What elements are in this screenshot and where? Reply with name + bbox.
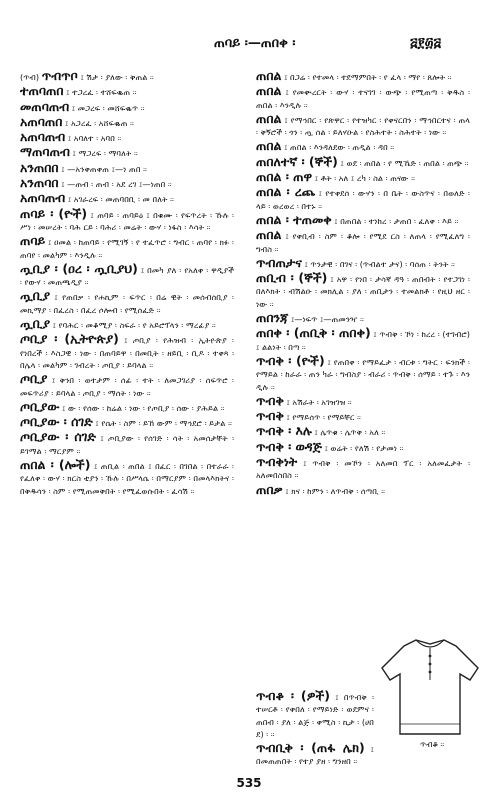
entry-definition: ፤ አሽራት ፡ አገዝገዝ ። xyxy=(286,396,352,407)
entry-headword: ጠበቀ ፡ (ጠቢቅ ፡ ጠበቀ) xyxy=(256,325,371,341)
entry-definition: ፤ አጋረፈ ፡ አሸፍቈጠ ። xyxy=(65,117,134,128)
entry-headword: ጠበል ፡ ረጨ xyxy=(256,184,316,200)
entry-headword: አንጠበበ xyxy=(20,159,59,175)
entry-headword: ጥብቅ ፡ ወዳጅ xyxy=(256,438,322,454)
entry-definition: ፤ የተቀደሰ ፡ ውሃን ፡ በ ቤት ፡ ውስጥና ፡ በወለድ ፡ ላይ ፡ ወረወረ ፡ በተኑ ። xyxy=(256,188,470,211)
entry-definition: ፤ —ጠብ ፡ ጠብ ፡ አደ ረገ ፤—ነጠበ ። xyxy=(61,179,172,190)
dictionary-entry xyxy=(20,373,234,399)
dictionary-entry xyxy=(256,85,470,111)
entry-headword: ጠበል xyxy=(256,227,282,243)
entry-definition: ፤ ማጋረፍ ፡ ማባለት ። xyxy=(72,148,138,159)
dictionary-entry xyxy=(256,438,470,454)
entry-headword: ጠበል ፡ (ሎች) xyxy=(20,457,91,473)
entry-headword: ጠበል xyxy=(256,138,282,154)
entry-headword: ጥብቅ ፡ እሉ xyxy=(256,423,312,439)
entry-headword: ጧቢያ ፡ (ዐረ ፡ ጧቢያህ) xyxy=(20,260,138,276)
dictionary-entry xyxy=(256,410,470,423)
dictionary-entry xyxy=(256,690,374,740)
entry-definition: ፤ በጋሬ ፡ የተመላ ፡ ተደማምበት ፡ የ ፈላ ፡ ማየ ፡ ጸሎት ። xyxy=(284,72,452,82)
entry-headword: ጥብቆ ፡ (ዎች) xyxy=(256,688,331,703)
dictionary-entry xyxy=(20,398,234,414)
entry-headword: አጠባጠብ xyxy=(20,129,66,145)
entry-headword: ጧቢያ xyxy=(20,316,51,332)
entry-definition: ፤ ሌጥቁ ፡ ሌጥቅ ፡ አለ ። xyxy=(314,427,386,438)
dictionary-entry xyxy=(256,327,470,353)
left-column xyxy=(20,70,234,742)
entry-headword: ጠበንጃ xyxy=(256,310,289,326)
dictionary-entry xyxy=(20,333,234,371)
entry-definition: ፤ መጋረፍ ፡ መሸፍቈጥ ። xyxy=(71,102,145,113)
entry-definition: ፤ ሽታ ፡ ያለው ፡ ቅጠል ። xyxy=(80,72,154,82)
dictionary-entry xyxy=(20,131,234,144)
dictionary-entry xyxy=(20,192,234,205)
entry-headword: አንጠባበ xyxy=(20,175,59,191)
entry-headword: ጠበለተኛ ፡ (ኞች) xyxy=(256,153,338,169)
entry-definition: ፤ የጠበቃ ፡ የሐኪም ፡ ፍጥር ፡ በሬ ዊት ፡ መሰብሰቢያ ፡ መኪማያ ፡ በፈረስ ፡ በፈረ ሶሎብ ፡ የሚሰፈድ ። xyxy=(20,292,234,315)
entry-headword: ጠባይ xyxy=(20,233,46,249)
dictionary-entry xyxy=(256,312,470,325)
dictionary-entry xyxy=(20,113,234,129)
entry-headword: ጠበቃ xyxy=(256,481,283,497)
entry-definition: ፤ ቶት ፡ አለ ፤ ረካ ፡ ስል ፡ ጠናው ። xyxy=(314,173,416,184)
dictionary-entry xyxy=(256,272,470,310)
entry-definition: ፤ በጠበል ፡ ተነከረ ፡ ታጠበ ፡ ፈለቀ ፡ እይ ። xyxy=(334,215,459,226)
entry-definition: ፤ ክና ፡ ከምን ፡ ለጥብቅ ፡ ሰጣቢ ። xyxy=(285,485,386,496)
dictionary-entry xyxy=(20,85,234,98)
dictionary-entry xyxy=(256,153,470,169)
entry-definition: ፤ ተጋረፈ ፡ ተሸፍቈጠ ። xyxy=(66,87,137,98)
entry-headword: ጠባይ ፡ (ዮች) xyxy=(20,205,88,221)
entry-headword: ጥብቅ xyxy=(256,408,284,424)
dictionary-entry xyxy=(20,260,234,289)
entry-headword: አጠባጠበ xyxy=(20,113,63,129)
entry-definition: ፤ ጥብቅ ፡ ኾነ ፡ ከረረ ፡ (ተገብሮ) ፤ ልልነት ፡ በጣ ። xyxy=(256,329,470,352)
entry-definition: ፤ ጠባይ ፡ ጠባይዕ ፤ በቁሙ ፡ የፍጥረት ፡ ኹሉ ፡ ሥነ ፡ መሠረት ፡ ባሕ ርይ ፡ ባሕሪ ፡ መሬት ፡ ውሃ ፡ ነፋስ ፡ እሳት ። xyxy=(20,209,234,232)
dictionary-entry xyxy=(20,290,234,316)
entry-headword: ጥብቢቅ ፡ (ጠፋ ሌክ) xyxy=(256,740,365,756)
right-bottom-entries xyxy=(256,690,374,770)
entry-definition: ፤ ቅንበ ፡ ወተታም ፡ ሰፊ ፡ ተት ፡ ለመጋገሪያ ፡ ሰፍጥሮ ፡ መፍጥሪያ ፡ ይባላል ፡ ጦቢያ ፡ ማሰት ፡ ነው ። xyxy=(20,375,234,398)
dictionary-entry xyxy=(20,205,234,234)
dictionary-entry xyxy=(256,352,470,393)
entry-definition: ፤ ጥብቅ ፡ መኾን ፡ አለመበ ፕር ፡ አለመፈታት ፡ አለመበስበስ ። xyxy=(256,458,470,481)
entry-definition: ፤ አገራረፍ ፡ መጠባበቢ ፡ መ በለት ። xyxy=(67,194,174,205)
entry-definition: ፤ በመጠጠበት ፡ የተያ ያዘ ፡ ግንዘበ ። xyxy=(256,744,374,767)
dictionary-entry xyxy=(256,392,470,408)
entry-definition: ፤ ወደ ፡ ጠበል ፡ የ ሚኼድ ፡ ጠበል ፡ ጠጭ ። xyxy=(340,157,469,168)
figure-caption: ጥብቆ ። xyxy=(420,740,445,749)
entry-headword: ጥብቅነት xyxy=(256,454,298,470)
entry-headword: ጦቢያው xyxy=(20,398,60,414)
entry-headword: ማጠባጠብ xyxy=(20,144,70,160)
entry-headword: ጦቢያው ፡ ሰገድ xyxy=(20,414,93,430)
dictionary-entry xyxy=(20,177,234,190)
entry-definition: ፤ የጠበቀ ፡ የማይፈታ ፡ ብርቱ ፡ ግትር ፡ ፍንክች ፡ የማይል ፡ ከራራ ፡ ጠን ካራ ፡ ግብስያ ፡ ብራሪ ፡ ጥብቅ ፡ ሰማይ ፡ ተጉ ፡ እን ዲሉ ። xyxy=(256,356,470,392)
entry-definition: ፤ ጥንታዊ ፡ በገና ፡ (ጥብልተ ታና) ፡ ባሰጠ ፡ ትንት ። xyxy=(304,258,455,269)
entry-definition: ፤—ነፍጥ ፤—ጠመንዣ ። xyxy=(290,314,364,325)
entry-headword: ጥብጠታና xyxy=(256,254,302,270)
dictionary-entry xyxy=(20,146,234,159)
folio-number: 535 xyxy=(236,776,262,790)
entry-headword: ጠበል xyxy=(256,83,282,99)
entry-root-tag: (ጥብ) xyxy=(20,72,40,82)
running-head: ጠባይ ፡—ጠበቀ ፡ xyxy=(214,36,296,51)
entry-definition: ፤ በጥብቅ ፡ ተሠርቶ ፡ የቀበለ ፡ የማይነድ ፡ ወደምና ፡ ጠበብ ፡ ያለ ፡ ልጅ ፡ ቀሚስ ፡ ኪታ ፡ (ሀበ ደ) ፡ ። xyxy=(256,692,375,739)
entry-definition: ፤ በመካ ያለ ፡ የአለቀ ፡ ዋዲያች ፡ የውሃ ፡ መጠጫዲያ ። xyxy=(20,264,234,288)
entry-definition: ፤ የመቍረርት ፡ ውሃ ፡ ተናገገ ፡ ውጭ ፡ የሚጠጣ ፡ ቅዱስ ፡ ጠበል ፡ እንዲሉ ። xyxy=(256,87,470,110)
shirt-illustration xyxy=(378,634,482,740)
dictionary-entry xyxy=(20,416,234,429)
dictionary-entry xyxy=(256,211,470,227)
dictionary-entry xyxy=(20,70,234,83)
dictionary-entry xyxy=(20,98,234,114)
entry-definition: ፤ አባለተ ፡ አባበ ። xyxy=(67,133,122,144)
entry-headword: ጥብቅ ፡ (ዮች) xyxy=(256,352,325,368)
dictionary-entry xyxy=(256,186,470,212)
entry-headword: ጥብጥቦ xyxy=(41,70,78,83)
dictionary-entry xyxy=(256,70,470,83)
entry-headword: ጦቢያው ፡ ሰገድ xyxy=(20,429,97,445)
entry-definition: ፤ የማኅበር ፡ የጽዋር ፡ የተዝካር ፡ የቀናርበን ፡ ማኅበርተና ፡ ጠላ ፡ ቅኝሮች ፡ ጎን ፡ ጧ ሰል ፡ ይለሃዑል ፡ የስሕተት ፡ ስሕተት ፡ ነው ። xyxy=(256,114,470,138)
dictionary-entry xyxy=(256,171,470,184)
right-column xyxy=(256,70,470,690)
entry-definition: ፤ ጠበል ፡ እንዳለደው ፡ ጠዲል ፡ ዳበ ። xyxy=(284,142,395,153)
entry-definition: ፤ የቀቢብ ፡ ስም ፡ ቆሎ ፡ የሚደ ርስ ፡ ለጠላ ፡ የሚፈለግ ፡ ግብስ ። xyxy=(256,231,470,254)
entry-definition: ፤ —አንቀጠቀጠ ፤—ነ ጠበ ። xyxy=(61,163,147,174)
entry-definition: ፤ ወሬት ፡ የለሽ ፡ የታመነ ። xyxy=(324,442,404,453)
entry-definition: ፤ ው ፡ የሰው ፡ ከሬል ፡ ነው ፡ የጦቢያ ፡ ሰው ፡ ያሕይል ። xyxy=(62,402,225,413)
entry-headword: ጠቢብ ፡ (ኞች) xyxy=(256,270,328,286)
dictionary-entry xyxy=(256,110,470,139)
dictionary-entry xyxy=(256,254,470,270)
entry-definition: ፤ ጦቢያው ፡ የሰገድ ፡ ሳት ፡ አመሰታቸት ፡ ይገማል ፡ ማርያም ። xyxy=(20,433,234,456)
dictionary-entry xyxy=(20,159,234,175)
entry-headword: ጠበል xyxy=(256,70,282,83)
dictionary-entry xyxy=(256,456,470,482)
page-number-label: ፭፻፴፭ xyxy=(410,36,441,51)
page-header xyxy=(0,36,498,58)
dictionary-entry xyxy=(256,140,470,153)
entry-definition: ፤ የማይሰጥ ፡ የማይቸር ። xyxy=(286,412,361,423)
entry-headword: ጧቢያ xyxy=(20,288,51,304)
dictionary-entry xyxy=(256,481,470,497)
entry-definition: ፤ የሴት ፡ ስም ፡ ይኸ ውም ፡ ማኅደሮ ፡ ይታል ። xyxy=(95,418,232,429)
dictionary-entry xyxy=(20,318,234,331)
dictionary-entry xyxy=(20,431,234,457)
entry-headword: ጠበል xyxy=(256,110,282,126)
dictionary-entry xyxy=(256,425,470,438)
dictionary-entry xyxy=(20,459,234,497)
entry-headword: አጠባጠብ xyxy=(20,190,66,206)
entry-definition: ፤ ጠቢል ፡ ጠበል ፤ በፈር ፡ በገበል ፡ በተራራ ፡ የፈለቀ ፡ ውሃ ፡ ክርስ ቲያን ፡ ኹሉ ፡ በሥላሴ ፡ በማርያም ፡ በመላእክትና ፡ በቅዱሳን ፡ ስም ፡ የሚጠመቅበት ፡ የሚፈወሱበት ፡ ፈሳሽ ። xyxy=(20,461,234,496)
entry-headword: መጠባጠብ xyxy=(20,98,70,114)
entry-definition: ፤ የባሕር ፡ መቆሚያ ፡ ስፍራ ፡ የ አይሮፕላን ፡ ማረፊያ ። xyxy=(52,320,216,331)
entry-headword: ተጠባጠበ xyxy=(20,83,64,99)
entry-headword: ጦቢያ xyxy=(20,371,48,387)
entry-headword: ጥብቅ xyxy=(256,392,284,408)
entry-definition: ፤ ዐመል ፡ ከጠባይ ፡ የሚገኝ ፡ የ ተፈጥሮ ፡ ግብር ፡ ጠባየ ፡ ክፉ ፡ ጠባየ ፡ መልካም ፡ እንዲሉ ። xyxy=(20,237,234,260)
entry-headword: ጠበል ፡ ተጠመቀ xyxy=(256,211,332,227)
entry-headword: ጦቢያ ፡ (ኢትዮጵያ) xyxy=(20,331,119,347)
dictionary-entry xyxy=(256,742,374,768)
dictionary-entry xyxy=(256,229,470,255)
entry-definition: ፤ አዋ ፡ የነበ ፡ ታሳኛ ዳዓ ፡ ጠበብት ፡ የተጋገነ ፡ በለእክት ፡ ብሽልዑ ፡ መክሊል ፡ ያለ ፡ ጠቢታን ፡ ተመልክቶ ፡ የዚህ ዘር ፡ ነው ። xyxy=(256,274,470,309)
dictionary-entry xyxy=(20,235,234,261)
entry-definition: ፤ ጦቢያ ፡ የሕዝብ ፡ ኢትዮጵያ ፡ የነበረች ፡ እስጋዊ ፡ ነው ፡ በጠባይዋ ፡ በመቢት ፡ ዘይቢ ፡ ቢዶ ፡ ተቀጻ ፡ በሌላ ፡ መልካም ፡ ገብረት ፡ ጦቢያ ፡ ይባላል ። xyxy=(20,335,234,370)
entry-headword: ጠበል ፡ ጠዋ xyxy=(256,169,313,185)
